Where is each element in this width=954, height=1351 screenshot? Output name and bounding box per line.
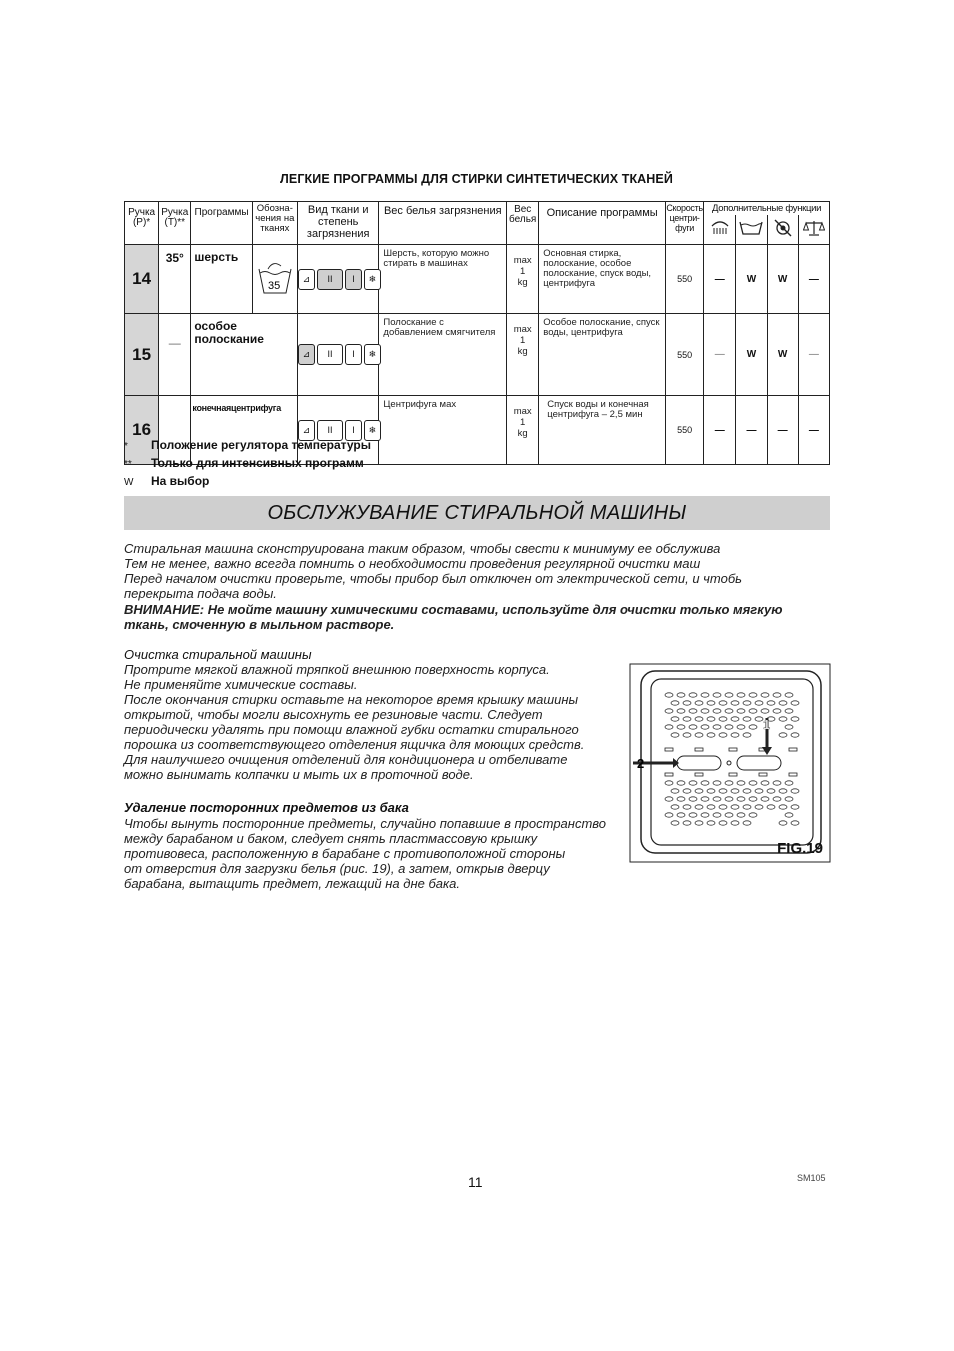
half-load-icon xyxy=(798,215,829,245)
function-prewash: — xyxy=(704,245,736,314)
table-row xyxy=(125,245,830,314)
function-no-spin: W xyxy=(767,314,798,396)
program-number: 16 xyxy=(125,396,159,465)
figure-label: FIG.19 xyxy=(777,840,823,857)
header-functions: Дополнительные функции xyxy=(704,202,830,216)
function-prewash: — xyxy=(704,396,736,465)
header-description: Описание программы xyxy=(539,202,666,245)
function-wash: — xyxy=(736,396,767,465)
header-weight-desc: Вес белья загрязнения xyxy=(379,202,507,245)
spin-speed: 550 xyxy=(665,245,703,314)
function-wash: W xyxy=(736,314,767,396)
intro-paragraph: Стиральная машина сконструирована таким образом, чтобы свести к минимуму ее обслужива Тем не менее, важно всегда помнить о необходимости проведения регулярной очистки маш Перед началом очистки проверьте, чтобы прибор был отключен от электрической сети, и чтобь перекрыта подача воды. xyxy=(124,541,742,601)
program-number: 15 xyxy=(125,314,159,396)
spin-button-icon: ❄ xyxy=(364,269,381,290)
spin-speed: 550 xyxy=(665,314,703,396)
wool-label-value: 35 xyxy=(267,279,281,292)
program-number: 14 xyxy=(125,245,159,314)
marker-one: 1 xyxy=(763,717,771,732)
prewash-icon xyxy=(704,215,736,245)
document-code: SM105 xyxy=(797,1173,826,1183)
function-prewash: — xyxy=(704,314,736,396)
rinse-button-icon: I xyxy=(345,344,362,365)
wash-button-icon: II xyxy=(317,344,343,365)
header-speed: Скорость центри- фуги xyxy=(665,202,703,245)
button-strip xyxy=(297,245,378,314)
weight: max 1 kg xyxy=(507,314,539,396)
programs-table xyxy=(124,201,830,465)
temperature: — xyxy=(159,314,191,396)
wash-button-icon: II xyxy=(317,269,343,290)
figure-19 xyxy=(629,663,831,863)
fabric-description: Шерсть, которую можно стирать в машинах xyxy=(379,245,507,314)
function-no-spin: W xyxy=(767,245,798,314)
temperature: 35° xyxy=(159,245,191,314)
section-banner: ОБСЛУЖУВАНИЕ СТИРАЛЬНОЙ МАШИНЫ xyxy=(124,496,830,530)
weight: max 1 kg xyxy=(507,245,539,314)
program-name: особое полоскание xyxy=(191,314,298,396)
header-symbol: Обозна- чения на тканях xyxy=(252,202,297,245)
program-description: Спуск воды и конечная центрифуга – 2,5 мин xyxy=(539,396,666,465)
no-spin-icon xyxy=(767,215,798,245)
wash-tub-icon xyxy=(736,215,767,245)
marker-two: 2 xyxy=(637,756,645,771)
program-description: Особое полоскание, спуск воды, центрифуга xyxy=(539,314,666,396)
header-fabric: Вид ткани и степень загрязнения xyxy=(297,202,378,245)
drum-diagram-icon xyxy=(629,663,831,863)
wool-label xyxy=(252,245,297,314)
footnote: * Положение регулятора температуры xyxy=(124,438,371,452)
prewash-button-icon: ⊿ xyxy=(298,420,315,441)
function-no-spin: — xyxy=(767,396,798,465)
prewash-button-icon: ⊿ xyxy=(298,344,315,365)
footnotes xyxy=(124,437,371,491)
function-half-load: — xyxy=(798,396,829,465)
cleaning-paragraph: Протрите мягкой влажной тряпкой внешнюю поверхность корпуса. Не применяйте химические составы. После окончания стирки оставьте на некоторое время крышку машины открытой, чтобы могли высохнуть ее резиновые части. Следует периодически удалять при помощи влажной губки остатки стирального порошка из соответствующего отделения ящичка для моющих средств. Для наилучшего очищения отделений для кондиционера и отбеливате можно вынимать колпачки и мыть их в проточной воде. xyxy=(124,662,585,782)
spin-button-icon: ❄ xyxy=(364,344,381,365)
header-knob-t: Ручка (Т)** xyxy=(159,202,191,245)
weight: max 1 kg xyxy=(507,396,539,465)
removal-heading: Удаление посторонних предметов из бака xyxy=(124,800,409,815)
hand-wash-icon xyxy=(255,257,295,297)
function-wash: W xyxy=(736,245,767,314)
cleaning-heading: Очистка стиральной машины xyxy=(124,647,312,662)
rinse-button-icon: I xyxy=(345,269,362,290)
header-weight: Вес белья xyxy=(507,202,539,245)
fabric-description: Полоскание с добавлением смягчителя xyxy=(379,314,507,396)
fabric-description: Центрифуга мах xyxy=(379,396,507,465)
program-description: Основная стирка, полоскание, особое полоскание, спуск воды, центрифуга xyxy=(539,245,666,314)
footnote: ** Только для интенсивных программ xyxy=(124,456,364,470)
prewash-button-icon: ⊿ xyxy=(298,269,315,290)
table-title: ЛЕГКИЕ ПРОГРАММЫ ДЛЯ СТИРКИ СИНТЕТИЧЕСКИХ ТКАНЕЙ xyxy=(280,172,673,186)
program-name: конечнаяцентрифуга xyxy=(191,396,298,465)
page-number: 11 xyxy=(468,1174,483,1190)
rinse-button-icon: I xyxy=(345,420,362,441)
warning-paragraph: ВНИМАНИЕ: Не мойте машину химическими составами, используйте для очистки только мягкую ткань, смоченную в мыльном растворе. xyxy=(124,602,783,632)
header-program: Программы xyxy=(191,202,252,245)
header-knob-p: Ручка (Р)* xyxy=(125,202,159,245)
function-half-load: — xyxy=(798,314,829,396)
button-strip xyxy=(297,314,378,396)
footnote: W На выбор xyxy=(124,474,210,488)
program-name: шерсть xyxy=(191,245,252,314)
function-half-load: — xyxy=(798,245,829,314)
removal-paragraph: Чтобы вынуть посторонние предметы, случайно попавшие в пространство между барабаном и баком, следует снять пластмассовую крышку противовеса, расположенную в барабане с противоположной стороны от отверстия для загрузки белья (рис. 19), а затем, открыв дверцу барабана, вытащить предмет, лежащий на дне бака. xyxy=(124,816,606,891)
table-row xyxy=(125,314,830,396)
spin-button-icon: ❄ xyxy=(364,420,381,441)
spin-speed: 550 xyxy=(665,396,703,465)
wash-button-icon: II xyxy=(317,420,343,441)
